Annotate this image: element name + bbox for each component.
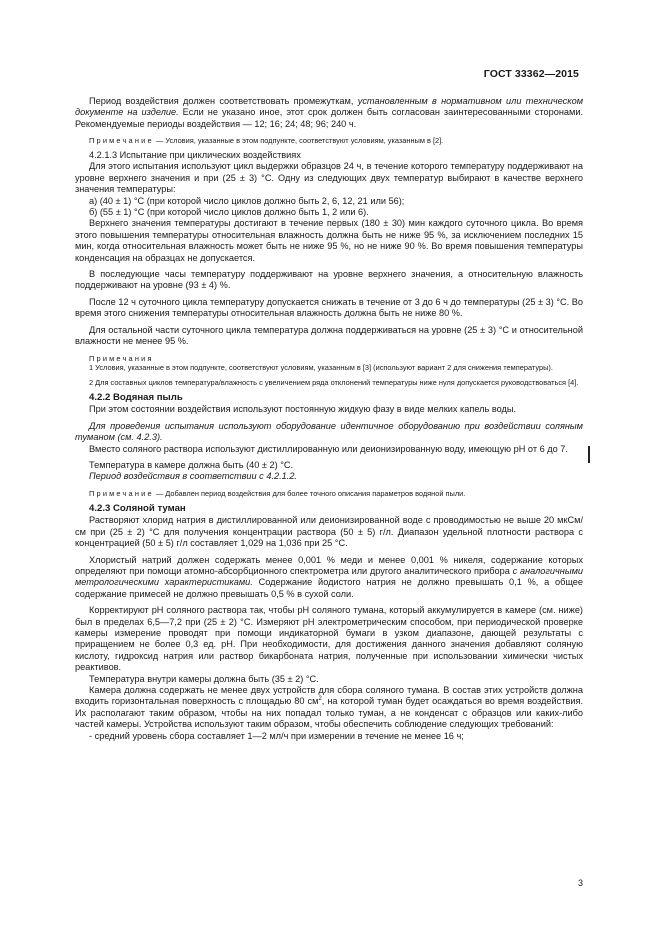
section-heading-4-2-2: 4.2.2 Водяная пыль <box>89 392 183 404</box>
paragraph: Растворяют хлорид натрия в дистиллированной или деионизированной воде с проводимостью не выше 20 мкСм/см при (25 ± 2) °С для получения концентрации раствора (50 ± 5) г/л. Диапазон удельной плотности раствора с концентрацией (50 ± 5) г/л составляет 1,029 на 1,036 при 25 °С. <box>75 515 583 549</box>
paragraph: Температура в камере должна быть (40 ± 2) °С. <box>89 459 294 470</box>
section-heading-4-2-1-3: 4.2.1.3 Испытание при циклических воздействиях <box>89 149 301 160</box>
paragraph-italic: Период воздействия в соответствии с 4.2.1.2. <box>89 471 297 482</box>
paragraph: Для этого испытания используют цикл выдержки образцов 24 ч, в течение которого температуру поддерживают на уровне верхнего значения и при (25 ± 3) °С. Одну из следующих двух температур выбирают в качестве верхнего значения температуры: <box>75 161 583 195</box>
paragraph: При этом состоянии воздействия используют постоянную жидкую фазу в виде мелких капель воды. <box>89 404 517 415</box>
page-number: 3 <box>577 878 583 888</box>
paragraph: Камера должна содержать не менее двух устройств для сбора соляного тумана. В состав этих устройств должна входить горизонтальная поверхность с площадью 80 $см^2$, на которой туман будет осаждаться во время воздействия. Их располагают таким образом, чтобы на них попадал только туман, а не конденсат с образцов или каких-либо частей камеры. Устройства используют таким образом, чтобы обеспечить соблюдение следующих требований: <box>75 685 583 730</box>
paragraph: Период воздействия должен соответствовать промежуткам, установленным в нормативном или техническом документе на изделие. Если не указано иное, этот срок должен быть согласован заинтересованными сторонами. Рекомендуемые периоды воздействия — 12; 16; 24; 48; 96; 240 ч. <box>75 96 584 129</box>
paragraph: В последующие часы температуру поддерживают на уровне верхнего значения, а относительную влажность поддерживают на уровне (93 ± 4) %. <box>75 269 583 291</box>
paragraph: Верхнего значения температуры достигают в течение первых (180 ± 30) мин каждого суточного цикла. Во время этого повышения температуры относительная влажность должна быть не ниже 95 %, за исключением последних 15 мин, когда относительная влажность может быть не ниже 95 %, но не ниже 90 %. Во время повышения температуры конденсация на образцах не допускается. <box>75 218 583 263</box>
paragraph: После 12 ч суточного цикла температуру допускается снижать в течение от 3 до 6 ч до температуры (25 ± 3) °С. Во время этого снижения температуры относительная влажность должна быть не ниже 80 %. <box>75 296 583 319</box>
paragraph: Корректируют pH соляного раствора так, чтобы pH соляного тумана, который аккумулируется в камере (см. ниже) был в пределах 6,5—7,2 при (25 ± 2) °С. Измеряют pH электрометрическим способом, при периодической проверке камеры измерение проводят при помощи индикаторной бумаги в узком диапазоне, дающей результаты с приращением не более 0,3 ед. pH. При необходимости, для достижения данного значения добавляют соляную кислоту, гидроксид натрия или раствор бикарбоната натрия, полученные при использовании химически чистых реактивов. <box>75 605 583 673</box>
paragraph-italic: Для проведения испытания используют оборудование идентичное оборудованию при воздействии соляным туманом (см. 4.2.3). <box>75 420 583 443</box>
page-body <box>75 96 583 742</box>
paragraph: Температура внутри камеры должна быть (35 ± 2) °С. <box>89 673 319 684</box>
paragraph: Вместо соляного раствора используют дистиллированную или деионизированную воду, имеющую pH от 6 до 7. <box>89 443 568 454</box>
note-2: 2 Для составных циклов температура/влажность с увеличением ряда отклонений температуры ниже нуля допускается руководствоваться [4]. <box>89 377 579 387</box>
change-bar <box>588 446 590 463</box>
note: Примечание — Добавлен период воздействия для более точного описания параметров водяной пыли. <box>89 488 466 498</box>
section-heading-4-2-3: 4.2.3 Соляной туман <box>89 503 186 515</box>
paragraph: Для остальной части суточного цикла температура должна поддерживаться на уровне (25 ± 3) °С и относительной влажности не менее 95 %. <box>75 324 583 347</box>
notes-heading: Примечания <box>89 353 154 363</box>
list-item-b: б) (55 ± 1) °С (при которой число циклов должно быть 1, 2 или 6). <box>89 207 369 218</box>
paragraph: Хлористый натрий должен содержать менее 0,001 % меди и менее 0,001 % никеля, содержание которых определяют при помощи атомно-абсорбционного спектрометра или другого аналитического прибора с аналогичными метрологическими характеристиками. Содержание йодистого натрия не должно превышать 0,1 %, а общее содержание примесей не должно превышать 0,5 % в сухой соли. <box>75 554 584 599</box>
note-1: 1 Условия, указанные в этом подпункте, соответствуют условиям, указанным в [3] (используют вариант 2 для снижения температуры). <box>89 363 553 373</box>
document-id: ГОСТ 33362—2015 <box>483 68 579 80</box>
note: Примечание — Условия, указанные в этом подпункте, соответствуют условиям, указанным в [2]. <box>89 136 444 146</box>
paragraph: - средний уровень сбора составляет 1—2 мл/ч при измерении в течение не менее 16 ч; <box>89 730 464 741</box>
list-item-a: а) (40 ± 1) °С (при которой число циклов должно быть 2, 6, 12, 21 или 56); <box>89 195 405 206</box>
